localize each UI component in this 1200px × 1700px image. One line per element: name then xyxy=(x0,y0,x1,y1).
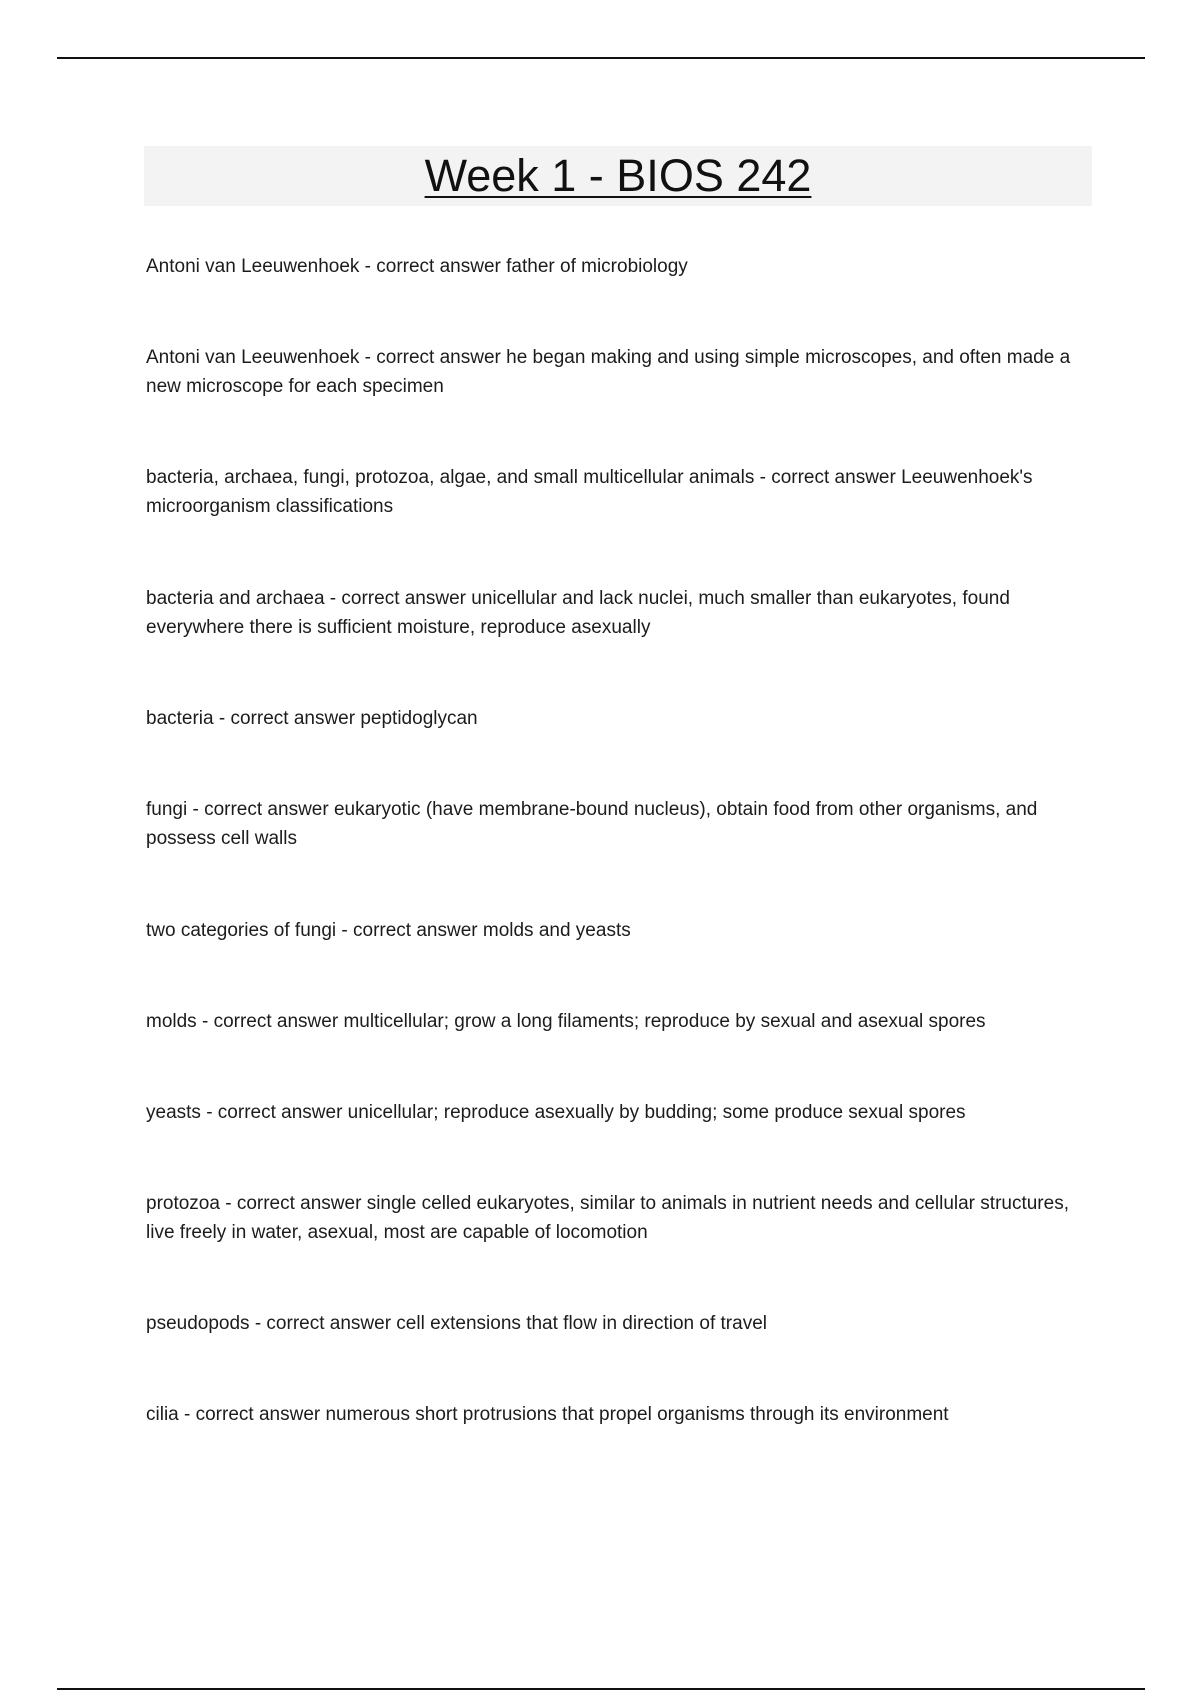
flashcard-entry: bacteria - correct answer peptidoglycan xyxy=(146,708,478,729)
page-title: Week 1 - BIOS 242 xyxy=(424,150,812,201)
flashcard-entry: Antoni van Leeuwenhoek - correct answer he began making and using simple microscopes, and often made a new microscope for each specimen xyxy=(146,347,1071,397)
flashcard-entry: fungi - correct answer eukaryotic (have membrane-bound nucleus), obtain food from other organisms, and possess cell walls xyxy=(146,799,1038,849)
flashcard-entry: bacteria, archaea, fungi, protozoa, algae, and small multicellular animals - correct answer Leeuwenhoek's microorganism classifications xyxy=(146,467,1033,517)
flashcard-entry: molds - correct answer multicellular; grow a long filaments; reproduce by sexual and asexual spores xyxy=(146,1011,986,1032)
flashcard-entry: two categories of fungi - correct answer molds and yeasts xyxy=(146,920,631,941)
flashcard-entry: protozoa - correct answer single celled eukaryotes, similar to animals in nutrient needs and cellular structures, live freely in water, asexual, most are capable of locomotion xyxy=(146,1193,1069,1243)
flashcard-entry: Antoni van Leeuwenhoek - correct answer father of microbiology xyxy=(146,256,688,277)
flashcard-entry: yeasts - correct answer unicellular; reproduce asexually by budding; some produce sexual spores xyxy=(146,1102,966,1123)
title-banner xyxy=(144,146,1092,206)
top-divider xyxy=(57,57,1145,59)
flashcard-entry: bacteria and archaea - correct answer unicellular and lack nuclei, much smaller than eukaryotes, found everywhere there is sufficient moisture, reproduce asexually xyxy=(146,588,1010,638)
flashcard-entry: cilia - correct answer numerous short protrusions that propel organisms through its environment xyxy=(146,1404,949,1425)
flashcard-entry: pseudopods - correct answer cell extensions that flow in direction of travel xyxy=(146,1313,767,1334)
bottom-divider xyxy=(57,1688,1145,1690)
